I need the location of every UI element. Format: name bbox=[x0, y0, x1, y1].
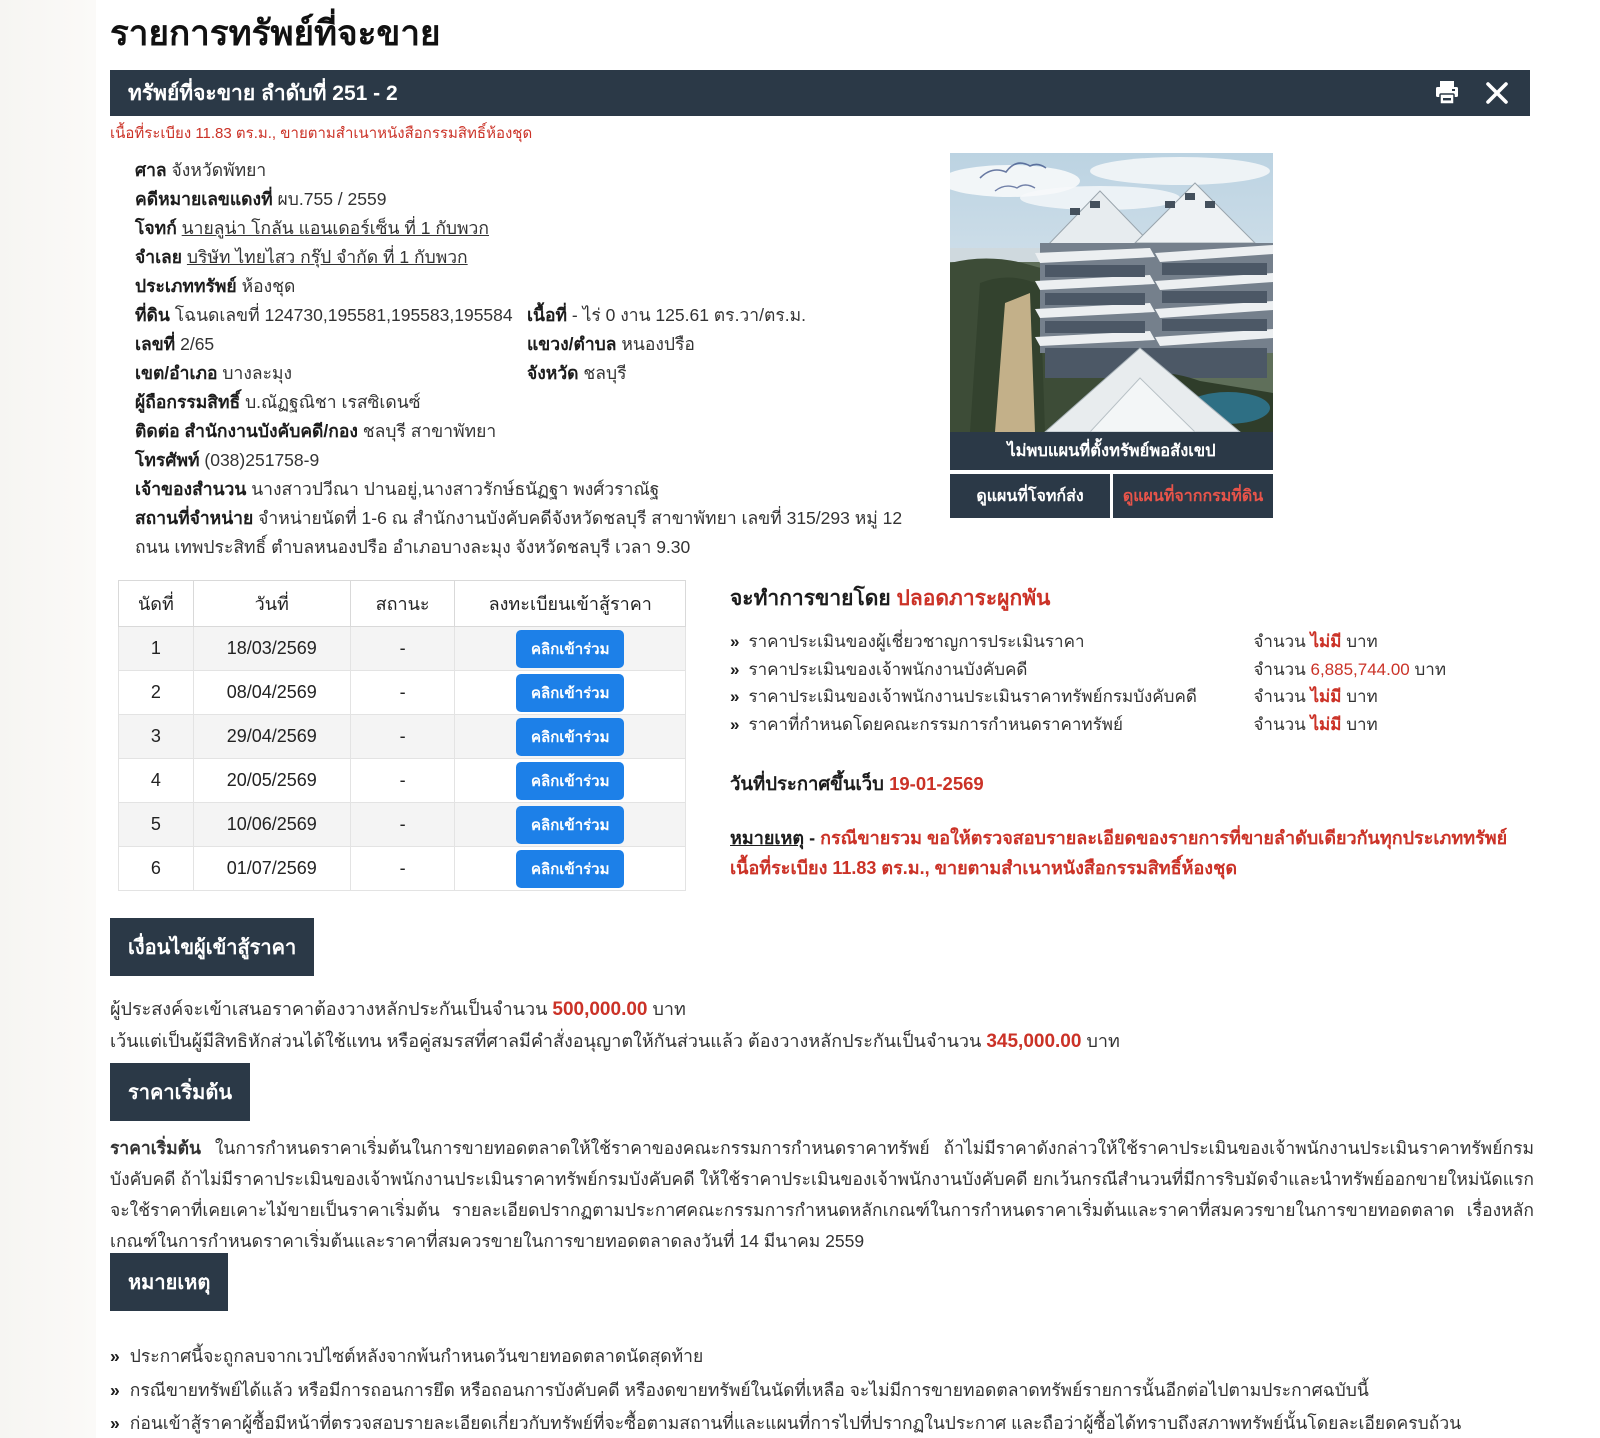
property-header-bar bbox=[110, 70, 1530, 116]
chevrons-right-icon: » bbox=[730, 687, 740, 706]
detail-phone: โทรศัพท์ (038)251758-9 bbox=[135, 450, 320, 470]
col-header-date: วันที่ bbox=[193, 581, 350, 627]
section-bidder-conditions: เงื่อนไขผู้เข้าสู้ราคา bbox=[110, 918, 314, 976]
page-title: รายการทรัพย์ที่จะขาย bbox=[110, 14, 441, 53]
deposit-line2: เว้นแต่เป็นผู้มีสิทธิหักส่วนได้ใช้แทน หรือคู่สมรสที่ศาลมีคำสั่งอนุญาตให้กันส่วนแล้ว ต้องวางหลักประกันเป็นจำนวน 345,000.00 บาท bbox=[110, 1031, 1120, 1052]
deposit-amount-2: 345,000.00 bbox=[986, 1031, 1082, 1052]
starting-price-paragraph: ราคาเริ่มต้น ในการกำหนดราคาเริ่มต้นในการขายทอดตลาดให้ใช้ราคาของคณะกรรมการกำหนดราคาทรัพย์ ถ้าไม่มีราคาดังกล่าวให้ใช้ราคาประเมินของเจ้าพนักงานประเมินราคาทรัพย์กรมบังคับคดี ถ้าไม่มีราคาประเมินของเจ้าพนักงานประเมินราคาทรัพย์กรมบังคับคดี ให้ใช้ราคาประเมินของเจ้าพนักงานบังคับคดี ยกเว้นกรณีสำนวนที่มีการริบมัดจำและนำทรัพย์ออกขายใหม่นัดแรกจะใช้ราคาที่เคยเคาะไม้ขายเป็นราคาเริ่มต้น รายละเอียดปรากฏตามประกาศคณะกรรมการกำหนดหลักเกณฑ์ในการกำหนดราคาเริ่มต้นและราคาที่สมควรขายในการขายทอดตลาด เรื่องหลักเกณฑ์ในการกำหนดราคาเริ่มต้นและราคาที่สมควรขายในการขายทอดตลาดลงวันที่ 14 มีนาคม 2559 bbox=[110, 1138, 1534, 1251]
table-row: 2 08/04/2569 - คลิกเข้าร่วม bbox=[119, 671, 686, 715]
join-auction-button[interactable]: คลิกเข้าร่วม bbox=[516, 762, 624, 800]
print-icon[interactable] bbox=[1432, 78, 1462, 108]
list-item: » กรณีขายทรัพย์ได้แล้ว หรือมีการถอนการยึด หรือถอนการบังคับคดี หรืองดขายทรัพย์ในนัดที่เหลือ จะไม่มีการขายทอดตลาดทรัพย์รายการนั้นอีกต่อไปตามประกาศฉบับนี้ bbox=[110, 1374, 1534, 1408]
property-header-title: ทรัพย์ที่จะขาย ลำดับที่ 251 - 2 bbox=[128, 81, 398, 105]
table-row: 3 29/04/2569 - คลิกเข้าร่วม bbox=[119, 715, 686, 759]
area-subline: เนื้อที่ระเบียง 11.83 ตร.ม., ขายตามสำเนาหนังสือกรรมสิทธิ์ห้องชุด bbox=[110, 125, 533, 142]
view-plaintiff-map-button[interactable]: ดูแผนที่โจทก์ส่ง bbox=[950, 474, 1110, 518]
sale-method-highlight: ปลอดภาระผูกพัน bbox=[896, 587, 1051, 610]
view-land-dept-map-button[interactable]: ดูแผนที่จากกรมที่ดิน bbox=[1113, 474, 1273, 518]
detail-office: ติดต่อ สำนักงานบังคับคดี/กอง ชลบุรี สาขาพัทยา bbox=[135, 421, 497, 441]
notes-list bbox=[110, 1340, 1534, 1438]
detail-defendant: จำเลย บริษัท ไทยไสว กรุ๊ป จำกัด ที่ 1 กับพวก bbox=[135, 247, 468, 267]
chevrons-right-icon: » bbox=[110, 1379, 120, 1400]
table-row: 6 01/07/2569 - คลิกเข้าร่วม bbox=[119, 847, 686, 891]
appraisal-row: » ราคาประเมินของเจ้าพนักงานบังคับคดี จำนวน 6,885,744.00 บาท bbox=[730, 656, 1538, 684]
col-header-register: ลงทะเบียนเข้าสู้ราคา bbox=[455, 581, 686, 627]
section-notes: หมายเหตุ bbox=[110, 1253, 228, 1311]
detail-case-officer: เจ้าของสำนวน นางสาวปวีณา ปานอยู่,นางสาวรักษ์ธนัฏฐา พงศ์วราณัฐ bbox=[135, 479, 660, 499]
property-photo bbox=[950, 153, 1273, 432]
chevrons-right-icon: » bbox=[730, 659, 740, 679]
chevrons-right-icon: » bbox=[730, 632, 740, 651]
section-starting-price: ราคาเริ่มต้น bbox=[110, 1063, 250, 1121]
appraisal-row: » ราคาที่กำหนดโดยคณะกรรมการกำหนดราคาทรัพย์ จำนวน ไม่มี บาท bbox=[730, 711, 1538, 739]
plaintiff-link[interactable]: นายลูน่า โกลัน แอนเดอร์เซ็น ที่ 1 กับพวก bbox=[181, 218, 489, 238]
chevrons-right-icon: » bbox=[110, 1346, 120, 1366]
auction-schedule-table bbox=[118, 580, 686, 891]
join-auction-button[interactable]: คลิกเข้าร่วม bbox=[516, 850, 624, 888]
chevrons-right-icon: » bbox=[730, 714, 740, 734]
detail-owner: ผู้ถือกรรมสิทธิ์ บ.ณัฏฐณิชา เรสซิเดนซ์ bbox=[135, 392, 421, 412]
table-row: 5 10/06/2569 - คลิกเข้าร่วม bbox=[119, 803, 686, 847]
sale-note-line2: เนื้อที่ระเบียง 11.83 ตร.ม., ขายตามสำเนาหนังสือกรรมสิทธิ์ห้องชุด bbox=[730, 858, 1238, 878]
detail-case-number: คดีหมายเลขแดงที่ ผบ.755 / 2559 bbox=[135, 189, 387, 209]
deposit-line1: ผู้ประสงค์จะเข้าเสนอราคาต้องวางหลักประกันเป็นจำนวน 500,000.00 บาท bbox=[110, 999, 686, 1020]
sale-method-heading: จะทำการขายโดย ปลอดภาระผูกพัน bbox=[730, 587, 1051, 610]
join-auction-button[interactable]: คลิกเข้าร่วม bbox=[516, 806, 624, 844]
appraisal-row: » ราคาประเมินของเจ้าพนักงานประเมินราคาทรัพย์กรมบังคับคดี จำนวน ไม่มี บาท bbox=[730, 683, 1538, 711]
join-auction-button[interactable]: คลิกเข้าร่วม bbox=[516, 630, 624, 668]
detail-district: เขต/อำเภอ บางละมุง จังหวัด ชลบุรี bbox=[135, 363, 627, 383]
property-photo-block bbox=[950, 153, 1273, 518]
posted-date-value: 19-01-2569 bbox=[889, 773, 984, 794]
detail-sale-location: สถานที่จำหน่าย จำหน่ายนัดที่ 1-6 ณ สำนักงานบังคับคดีจังหวัดชลบุรี สาขาพัทยา เลขที่ 315/293 หมู่ 12 ถนน เทพประสิทธิ์ ตำบลหนองปรือ อำเภอบางละมุง จังหวัดชลบุรี เวลา 9.30 bbox=[135, 508, 903, 557]
join-auction-button[interactable]: คลิกเข้าร่วม bbox=[516, 718, 624, 756]
defendant-link[interactable]: บริษัท ไทยไสว กรุ๊ป จำกัด ที่ 1 กับพวก bbox=[186, 247, 468, 267]
detail-number: เลขที่ 2/65 แขวง/ตำบล หนองปรือ bbox=[135, 334, 695, 354]
join-auction-button[interactable]: คลิกเข้าร่วม bbox=[516, 674, 624, 712]
table-row: 1 18/03/2569 - คลิกเข้าร่วม bbox=[119, 627, 686, 671]
appraisal-row: » ราคาประเมินของผู้เชี่ยวชาญการประเมินราคา จำนวน ไม่มี บาท bbox=[730, 628, 1538, 656]
sale-info-panel bbox=[730, 582, 1538, 883]
detail-land: ที่ดิน โฉนดเลขที่ 124730,195581,195583,195584 เนื้อที่ - ไร่ 0 งาน 125.61 ตร.วา/ตร.ม. bbox=[135, 305, 806, 325]
deposit-amount-1: 500,000.00 bbox=[552, 999, 648, 1020]
col-header-status: สถานะ bbox=[350, 581, 455, 627]
close-icon[interactable] bbox=[1482, 78, 1512, 108]
list-item: » ประกาศนี้จะถูกลบจากเวปไซต์หลังจากพ้นกำหนดวันขายทอดตลาดนัดสุดท้าย bbox=[110, 1340, 1534, 1374]
web-posted-date: วันที่ประกาศขึ้นเว็บ 19-01-2569 bbox=[730, 773, 984, 794]
sale-note-line1: หมายเหตุ - กรณีขายรวม ขอให้ตรวจสอบรายละเอียดของรายการที่ขายลำดับเดียวกันทุกประเภททรัพย์ bbox=[730, 828, 1508, 848]
table-row: 4 20/05/2569 - คลิกเข้าร่วม bbox=[119, 759, 686, 803]
chevrons-right-icon: » bbox=[110, 1413, 120, 1433]
detail-property-type: ประเภททรัพย์ ห้องชุด bbox=[135, 276, 296, 296]
detail-court: ศาล จังหวัดพัทยา bbox=[135, 160, 267, 180]
property-details bbox=[135, 156, 935, 562]
detail-plaintiff: โจทก์ นายลูน่า โกลัน แอนเดอร์เซ็น ที่ 1 กับพวก bbox=[135, 218, 489, 238]
col-header-appointment: นัดที่ bbox=[119, 581, 194, 627]
list-item: » ก่อนเข้าสู้ราคาผู้ซื้อมีหน้าที่ตรวจสอบรายละเอียดเกี่ยวกับทรัพย์ที่จะซื้อตามสถานที่และแผนที่การไปที่ปรากฏในประกาศ และถือว่าผู้ซื้อได้ทราบถึงสภาพทรัพย์นั้นโดยละเอียดครบถ้วน bbox=[110, 1407, 1534, 1438]
map-not-found-bar: ไม่พบแผนที่ตั้งทรัพย์พอสังเขป bbox=[950, 432, 1273, 470]
